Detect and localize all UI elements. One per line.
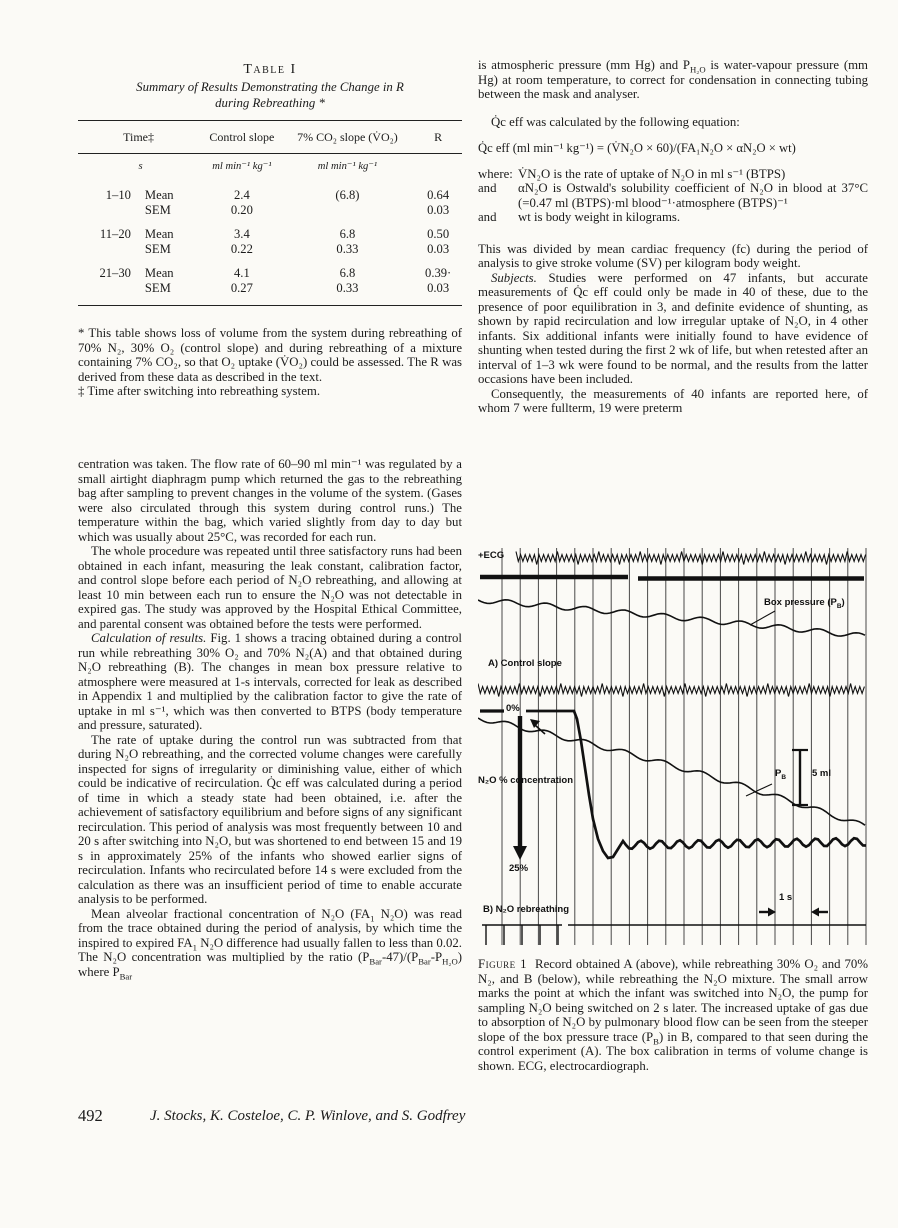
figure-1-tracing: [478, 548, 868, 950]
body-paragraph: Subjects. Studies were performed on 47 infants, but accurate measurements of Q̇c eff could only be made in 40 of these, due to the presence of poor equilibration in 3, and definite evidence of shunting, as shown by rapid recirculation and low irregular uptake of N₂O, in 4 other infants. Six additional infants were initially found to have evidence of shunting when tested during the first 2 wk of life, but when retested after an interval of 1–3 wk were found to be normal, and the results from the latter occasions have been included.: [478, 270, 868, 386]
table-cell-time: [78, 242, 135, 257]
body-paragraph: Consequently, the measurements of 40 infants are reported here, of whom 7 were fullterm, 19 were preterm: [478, 386, 868, 415]
table-cell-r: 0.50: [427, 227, 450, 241]
table-row: [78, 218, 462, 242]
definition-text: V̇N₂O is the rate of uptake of N₂O in ml s⁻¹ (BTPS): [518, 166, 786, 181]
footnote-star: * This table shows loss of volume from the system during rebreathing of 70% N₂, 30% O₂ (control slope) and during rebreathing of a mixture containing 7% CO₂, so that O₂ uptake (V̇O₂) could be assessed. The R was derived from these data as described in the text.: [78, 326, 462, 384]
volume-calibration-bar: [792, 750, 808, 805]
concentration-drop-arrow-icon: [513, 716, 527, 860]
table-cell-stat: Mean: [144, 227, 174, 241]
n2o-concentration-label: N₂O % concentration: [478, 775, 574, 786]
body-paragraph: centration was taken. The flow rate of 60–90 ml min⁻¹ was regulated by a small airtight diaphragm pump which returned the gas to the rebreathing bag after sampling to prevent changes in the volume of the system. (Gases were also circulated through this system during control runs.) The temperature within the bag, which varied slightly from day to day but which was usually about 25°C, was recorded for each run.: [78, 457, 462, 544]
caption-text: Record obtained A (above), while rebreathing 30% O₂ and 70% N₂, and B (below), while rebreathing the N₂O mixture. The small arrow marks the point at which the infant was switched into N₂O, the pump for sampling N₂O being switched on 2 s later. The increased uptake of gas due to absorption of N₂O by pulmonary blood flow can be seen from the steeper slope of the box pressure trace $(P_B)$ in B, compared to that seen during the control experiment (A). The box calibration in terms of volume change is shown. ECG, electrocardiograph.: [478, 957, 869, 1073]
table-title-line1: Summary of Results Demonstrating the Change in R: [136, 80, 404, 94]
figure-1-record: [478, 548, 868, 950]
definition-lead: and: [478, 210, 497, 224]
caption-label: Figure 1: [478, 957, 528, 971]
table-cell-co2: 0.33: [336, 281, 359, 295]
table-units-row: [78, 154, 462, 180]
table-cell-time: 21–30: [99, 266, 131, 280]
definition-text: wt is body weight in kilograms.: [518, 210, 681, 224]
table-cell-r: 0.03: [427, 242, 450, 256]
table-cell-stat: SEM: [144, 242, 171, 256]
body-paragraph: Calculation of results. Fig. 1 shows a tracing obtained during a control run while rebreathing 30% O₂ and 70% N₂(A) and that obtained during N₂O rebreathing (B). The changes in mean box pressure relative to atmosphere were measured at 1-s intervals, corrected for leak as described in Appendix 1 and multiplied by the calibration factor to give the rate of uptake in ml s⁻¹, which was then converted to BTPS (body temperature and pressure, saturated).: [78, 631, 462, 732]
running-authors: J. Stocks, K. Costeloe, C. P. Winlove, and S. Godfrey: [150, 1108, 466, 1124]
column-header-co2-slope: 7% CO₂ slope (V̇O₂): [281, 121, 415, 154]
unit-time: s: [138, 160, 143, 172]
table-cell-stat: Mean: [144, 188, 174, 202]
definition-line: [478, 181, 868, 210]
panel-b-label: B) N₂O rebreathing: [483, 904, 570, 915]
pb-label: $P_B$: [775, 768, 787, 781]
table-cell-stat: SEM: [144, 203, 171, 217]
definition-line: [478, 210, 868, 225]
baseline-ticks: [486, 925, 558, 945]
table-cell-control: 0.20: [230, 203, 253, 217]
body-paragraph: is atmospheric pressure (mm Hg) and $P_{H_2O}$ is water-vapour pressure (mm Hg) at room temperature, to correct for condensation in connecting tubing between the mask and analyser.: [478, 58, 869, 101]
table-cell-control: 4.1: [234, 266, 250, 280]
scale-arrow-left-icon: [811, 908, 828, 917]
unit-co2: ml min⁻¹ kg⁻¹: [317, 161, 378, 172]
left-column-text: [78, 457, 462, 982]
equation: Q̇c eff (ml min⁻¹ kg⁻¹) = (V̇N₂O × 60)/(FA₁N₂O × αN₂O × wt): [478, 141, 796, 155]
body-paragraph: The rate of uptake during the control run was subtracted from that during N₂O rebreathing, and the corrected volume changes were carefully inspected for signs of irregularity or diminishing value, either of which could be indicative of recirculation. Q̇c eff was calculated during a period of time in which a steady state had been obtained, i.e. after the achievement of satisfactory equilibrium and before signs of any significant recirculation. This period of analysis was most frequently between 10 and 20 s after switching into N₂O, but was shortened to end between 15 and 19 s in approximately 25% of the infants who showed earlier signs of recirculation. Infants who recirculated before 14 s were excluded from the calculation as there was an insufficient period of time to enable accurate analysis to be performed.: [78, 732, 462, 906]
footnote-dagger: ‡ Time after switching into rebreathing system.: [78, 384, 321, 398]
body-paragraph: Mean alveolar fractional concentration of N₂O ($FA_1$ N₂O) was read from the trace obtained during the period of analysis, by which time the inspired to expired $FA_1$ N₂O difference had usually fallen to less than 0.02. The N₂O concentration was multiplied by the ratio $(P_{Bar}-47)/(P_{Bar}-P_{H_2O})$ where $P_{Bar}$: [78, 906, 462, 982]
unit-control: ml min⁻¹ kg⁻¹: [212, 161, 272, 172]
ecg-trace-a: [516, 552, 866, 565]
page-number: 492: [78, 1106, 103, 1125]
definition-lead: where:: [478, 166, 513, 181]
table-cell-co2: 0.33: [336, 242, 359, 256]
table-label: Table I: [243, 62, 297, 77]
table-cell-r: 0.03: [427, 203, 450, 217]
column-header-control-slope: Control slope: [203, 121, 281, 154]
table-cell-control: 0.22: [230, 242, 253, 256]
definition-lead: and: [478, 181, 497, 195]
box-pressure-label: Box pressure $(P_B)$: [764, 597, 845, 610]
table-title: [78, 80, 462, 111]
zero-percent-label: 0%: [506, 703, 520, 714]
table-cell-r: 0.39·: [425, 266, 452, 280]
panel-a-label: A) Control slope: [488, 658, 562, 669]
table-row: [78, 257, 462, 281]
column-header-r: R: [414, 121, 462, 154]
table-row: [78, 203, 462, 218]
ecg-trace-b: [478, 684, 864, 697]
right-column-text: [478, 58, 868, 416]
body-paragraph: This was divided by mean cardiac frequency (fc) during the period of analysis to give stroke volume (SV) per kilogram body weight.: [478, 241, 868, 270]
table-row: [78, 281, 462, 306]
ecg-label: +ECG: [478, 550, 505, 561]
results-table: [78, 120, 462, 306]
column-header-time: Time‡: [78, 121, 203, 154]
table-cell-stat: Mean: [144, 266, 174, 280]
box-pressure-pointer-a: [750, 611, 775, 625]
table-cell-stat: SEM: [144, 281, 171, 295]
definition-line: [478, 167, 868, 182]
table-cell-r: 0.03: [427, 281, 450, 295]
percent-25-label: 25%: [509, 863, 529, 874]
table-header-row: [78, 121, 462, 154]
table-cell-control: 0.27: [230, 281, 253, 295]
calibration-label: 5 ml: [812, 768, 832, 779]
n2o-concentration-trace: [526, 711, 866, 858]
body-paragraph: The whole procedure was repeated until three satisfactory runs had been obtained in each infant, measuring the leak constant, calibration factor, and control slope before each period of N₂O rebreathing, and allowing at least 10 min between each run to ensure the N₂O was not detectable in expired gas. The study was approved by the Hospital Ethical Committee, and parental consent was obtained before the tests were performed.: [78, 544, 462, 631]
scale-arrow-right-icon: [759, 908, 776, 917]
table-cell-time: [78, 281, 135, 306]
results-table-block: [78, 62, 462, 306]
box-pressure-trace-b: [478, 718, 865, 825]
table-cell-co2: 6.8: [339, 266, 356, 280]
table-row: [78, 242, 462, 257]
table-cell-co2: (6.8): [335, 188, 360, 202]
table-cell-control: 2.4: [234, 188, 250, 202]
table-title-line2: during Rebreathing *: [215, 95, 325, 110]
figure-caption: [478, 957, 868, 1073]
table-row: [78, 179, 462, 203]
definition-text: αN₂O is Ostwald's solubility coefficient of N₂O in blood at 37°C (=0.47 ml (BTPS)·ml blood⁻¹·atmosphere (BTPS)⁻¹: [518, 181, 868, 210]
table-cell-time: 1–10: [105, 188, 131, 202]
table-cell-r: 0.64: [427, 188, 450, 202]
table-cell-co2: [281, 203, 415, 218]
table-cell-co2: 6.8: [339, 227, 356, 241]
table-cell-control: 3.4: [234, 227, 250, 241]
table-cell-time: [78, 203, 135, 218]
body-paragraph: Q̇c eff was calculated by the following equation:: [491, 114, 740, 129]
time-scale-label: 1 s: [779, 892, 793, 903]
table-footnotes: [78, 326, 462, 399]
table-cell-time: 11–20: [99, 227, 131, 241]
